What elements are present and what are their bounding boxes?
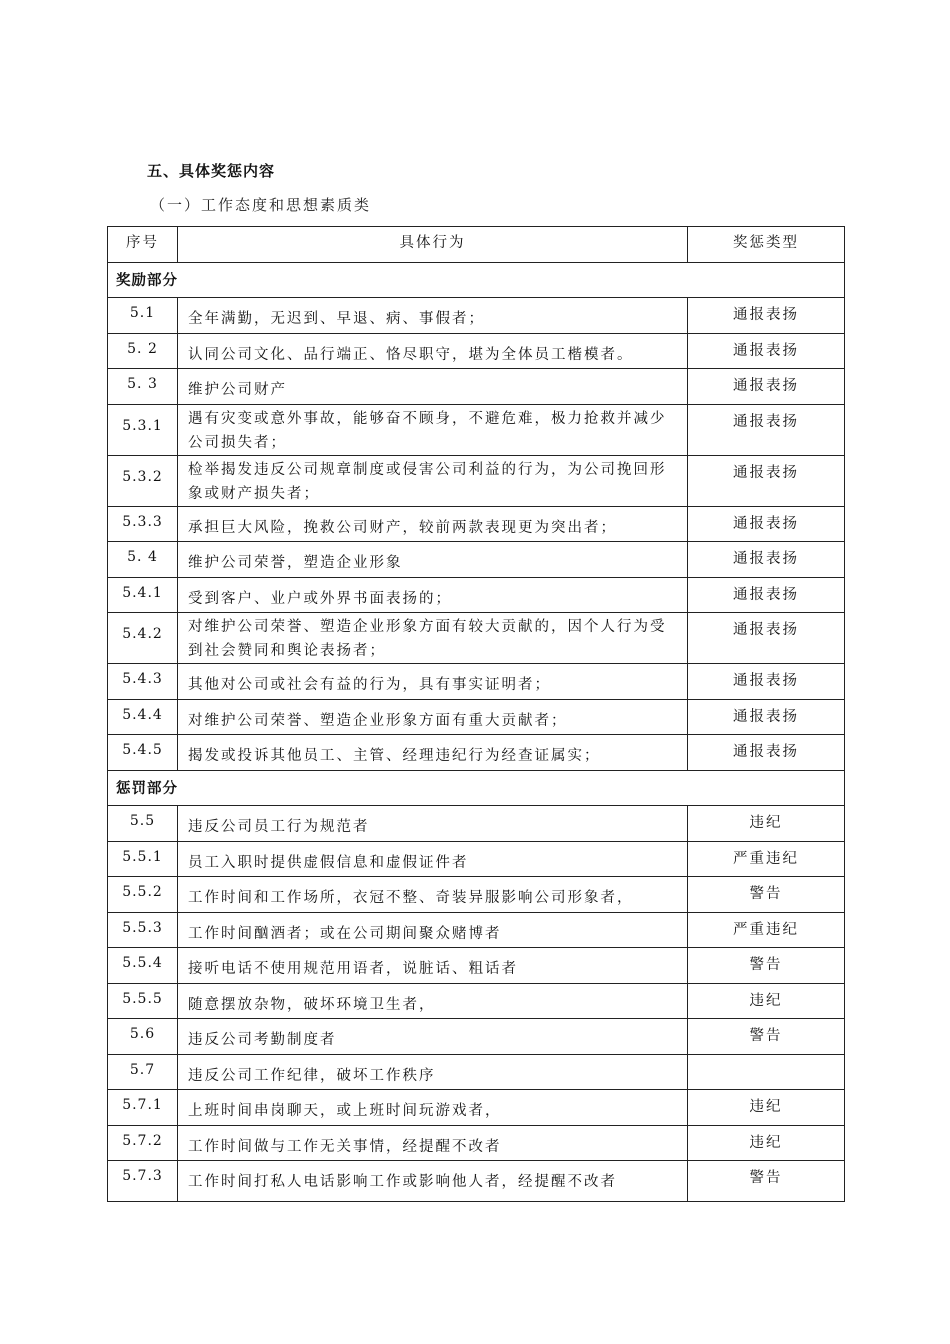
section-title: 惩罚部分	[108, 770, 845, 806]
row-behavior: 受到客户、业户或外界书面表扬的；	[178, 577, 688, 613]
row-number: 5. 3	[108, 369, 178, 405]
row-type: 通报表扬	[688, 664, 845, 700]
row-number: 5.4.2	[108, 613, 178, 664]
reward-punishment-table	[107, 226, 845, 1202]
row-behavior: 违反公司工作纪律，破坏工作秩序	[178, 1054, 688, 1090]
row-number: 5.6	[108, 1019, 178, 1055]
row-type: 通报表扬	[688, 577, 845, 613]
table-row	[108, 1054, 845, 1090]
row-behavior: 承担巨大风险，挽救公司财产，较前两款表现更为突出者；	[178, 506, 688, 542]
row-type: 违纪	[688, 806, 845, 842]
table-row	[108, 806, 845, 842]
subsection-heading: （一）工作态度和思想素质类	[150, 196, 372, 214]
row-number: 5.5.1	[108, 841, 178, 877]
row-behavior: 随意摆放杂物，破坏环境卫生者，	[178, 983, 688, 1019]
row-type: 通报表扬	[688, 613, 845, 664]
header-type: 奖惩类型	[688, 227, 845, 263]
row-number: 5.4.1	[108, 577, 178, 613]
row-type: 通报表扬	[688, 699, 845, 735]
row-behavior: 遇有灾变或意外事故，能够奋不顾身，不避危难，极力抢救并减少公司损失者；	[178, 404, 688, 455]
row-type: 通报表扬	[688, 735, 845, 771]
row-number: 5.1	[108, 298, 178, 334]
row-behavior: 工作时间和工作场所，衣冠不整、奇装异服影响公司形象者，	[178, 877, 688, 913]
table-row	[108, 1125, 845, 1161]
table-row	[108, 664, 845, 700]
table-row	[108, 1090, 845, 1126]
row-behavior: 全年满勤，无迟到、早退、病、事假者；	[178, 298, 688, 334]
row-behavior: 上班时间串岗聊天，或上班时间玩游戏者，	[178, 1090, 688, 1126]
row-type: 严重违纪	[688, 841, 845, 877]
row-type: 通报表扬	[688, 369, 845, 405]
table-row	[108, 369, 845, 405]
row-behavior: 工作时间打私人电话影响工作或影响他人者，经提醒不改者	[178, 1161, 688, 1202]
row-type: 通报表扬	[688, 455, 845, 506]
row-type: 通报表扬	[688, 298, 845, 334]
table-row	[108, 577, 845, 613]
row-behavior: 揭发或投诉其他员工、主管、经理违纪行为经查证属实；	[178, 735, 688, 771]
row-behavior: 维护公司荣誉，塑造企业形象	[178, 542, 688, 578]
row-type: 警告	[688, 877, 845, 913]
row-type: 警告	[688, 1161, 845, 1202]
row-number: 5. 2	[108, 333, 178, 369]
row-number: 5.7	[108, 1054, 178, 1090]
section-heading: 五、具体奖惩内容	[147, 162, 276, 180]
table-row	[108, 333, 845, 369]
table-row	[108, 404, 845, 455]
row-behavior: 工作时间做与工作无关事情，经提醒不改者	[178, 1125, 688, 1161]
row-number: 5.5	[108, 806, 178, 842]
row-behavior: 接听电话不使用规范用语者，说脏话、粗话者	[178, 948, 688, 984]
table-row	[108, 948, 845, 984]
row-type: 警告	[688, 1019, 845, 1055]
row-behavior: 违反公司员工行为规范者	[178, 806, 688, 842]
table-row	[108, 735, 845, 771]
table-row	[108, 1019, 845, 1055]
row-number: 5.4.4	[108, 699, 178, 735]
table-row	[108, 506, 845, 542]
row-number: 5.5.4	[108, 948, 178, 984]
row-behavior: 认同公司文化、品行端正、恪尽职守，堪为全体员工楷模者。	[178, 333, 688, 369]
row-number: 5.5.5	[108, 983, 178, 1019]
table-row	[108, 542, 845, 578]
table-header-row	[108, 227, 845, 263]
row-type: 违纪	[688, 983, 845, 1019]
table-row	[108, 613, 845, 664]
row-type: 违纪	[688, 1125, 845, 1161]
row-number: 5.4.3	[108, 664, 178, 700]
row-behavior: 其他对公司或社会有益的行为，具有事实证明者；	[178, 664, 688, 700]
row-type: 通报表扬	[688, 333, 845, 369]
row-type: 通报表扬	[688, 506, 845, 542]
section-row	[108, 770, 845, 806]
header-behavior: 具体行为	[178, 227, 688, 263]
table-row	[108, 298, 845, 334]
row-type: 违纪	[688, 1090, 845, 1126]
row-number: 5.7.1	[108, 1090, 178, 1126]
section-row	[108, 262, 845, 298]
row-number: 5.3.2	[108, 455, 178, 506]
row-behavior: 对维护公司荣誉、塑造企业形象方面有较大贡献的，因个人行为受到社会赞同和舆论表扬者；	[178, 613, 688, 664]
row-behavior: 违反公司考勤制度者	[178, 1019, 688, 1055]
row-type: 警告	[688, 948, 845, 984]
row-number: 5.3.1	[108, 404, 178, 455]
row-number: 5.7.2	[108, 1125, 178, 1161]
row-number: 5.7.3	[108, 1161, 178, 1202]
row-behavior: 工作时间酗酒者；或在公司期间聚众赌博者	[178, 912, 688, 948]
row-type	[688, 1054, 845, 1090]
table-row	[108, 1161, 845, 1202]
table-row	[108, 912, 845, 948]
row-type: 严重违纪	[688, 912, 845, 948]
row-behavior: 检举揭发违反公司规章制度或侵害公司利益的行为，为公司挽回形象或财产损失者；	[178, 455, 688, 506]
header-number: 序号	[108, 227, 178, 263]
row-number: 5.4.5	[108, 735, 178, 771]
table-row	[108, 877, 845, 913]
table-row	[108, 699, 845, 735]
row-behavior: 维护公司财产	[178, 369, 688, 405]
table-row	[108, 455, 845, 506]
row-number: 5.5.2	[108, 877, 178, 913]
row-number: 5.5.3	[108, 912, 178, 948]
row-number: 5.3.3	[108, 506, 178, 542]
row-type: 通报表扬	[688, 542, 845, 578]
section-title: 奖励部分	[108, 262, 845, 298]
row-type: 通报表扬	[688, 404, 845, 455]
row-behavior: 员工入职时提供虚假信息和虚假证件者	[178, 841, 688, 877]
table-row	[108, 983, 845, 1019]
row-number: 5. 4	[108, 542, 178, 578]
table-row	[108, 841, 845, 877]
row-behavior: 对维护公司荣誉、塑造企业形象方面有重大贡献者；	[178, 699, 688, 735]
